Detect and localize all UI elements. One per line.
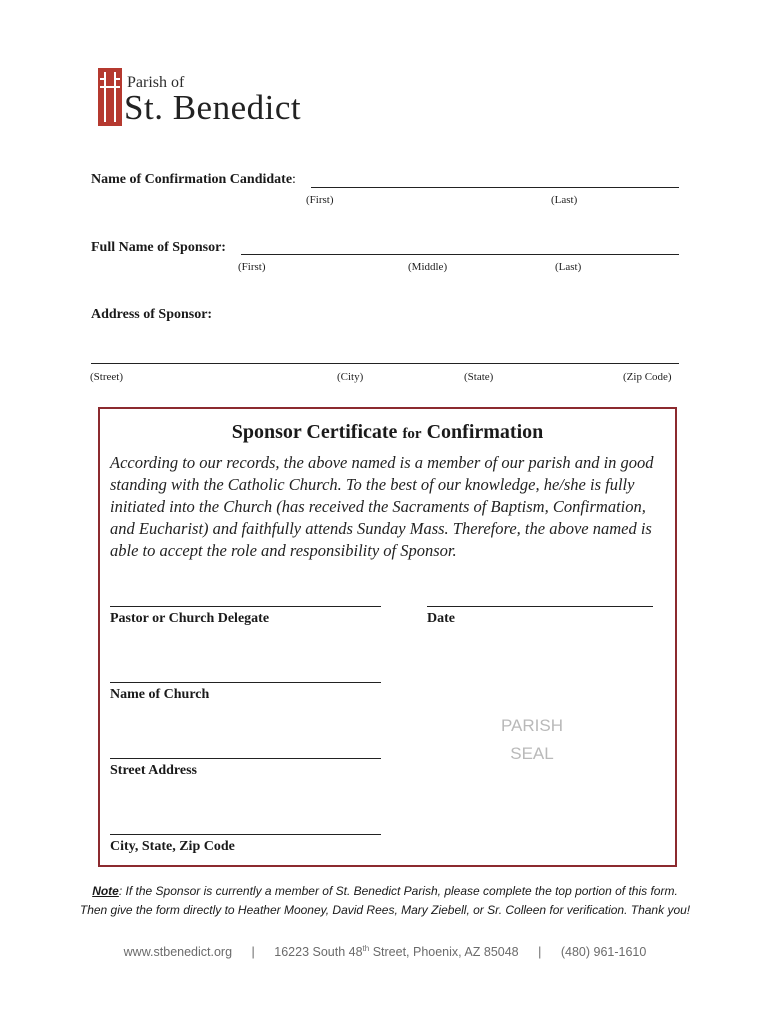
- footer-phone[interactable]: (480) 961-1610: [560, 945, 647, 960]
- address-zip-caption: (Zip Code): [623, 371, 672, 383]
- footer-address-end: Street, Phoenix, AZ 85048: [369, 945, 519, 960]
- parish-seal-placeholder: [482, 712, 582, 768]
- address-label: Address of Sponsor:: [91, 307, 213, 322]
- certificate-title-part1: Sponsor Certificate: [231, 421, 398, 443]
- sponsor-name-line[interactable]: [241, 254, 679, 255]
- logo-small-text: Parish of: [127, 74, 185, 91]
- seal-line-1: PARISH: [500, 716, 564, 735]
- footer-website[interactable]: www.stbenedict.org: [123, 945, 233, 960]
- certificate-title: [100, 421, 675, 444]
- candidate-label-text: Name of Confirmation Candidate: [91, 172, 293, 187]
- date-line[interactable]: [427, 606, 653, 607]
- date-label: Date: [427, 611, 455, 626]
- candidate-first-caption: (First): [306, 194, 334, 206]
- church-name-line[interactable]: [110, 682, 381, 683]
- footer-separator-1: |: [251, 945, 255, 960]
- street-address-label: Street Address: [110, 763, 197, 778]
- pastor-label: Pastor or Church Delegate: [110, 611, 270, 626]
- address-line[interactable]: [91, 363, 679, 364]
- street-address-line[interactable]: [110, 758, 381, 759]
- footer-address-sup: th: [362, 944, 370, 953]
- note-line-2: Then give the form directly to Heather Mooney, David Rees, Mary Ziebell, or Sr. Colleen for verification. Thank you!: [79, 903, 691, 917]
- sponsor-first-caption: (First): [238, 261, 266, 273]
- candidate-label: [91, 172, 296, 188]
- parish-cross-logo-icon: [98, 68, 122, 126]
- church-name-label: Name of Church: [110, 687, 210, 702]
- logo-title: St. Benedict: [124, 88, 302, 127]
- candidate-label-colon: :: [292, 172, 296, 187]
- certificate-title-part2: Confirmation: [426, 421, 544, 443]
- city-state-zip-line[interactable]: [110, 834, 381, 835]
- address-street-caption: (Street): [90, 371, 123, 383]
- sponsor-middle-caption: (Middle): [408, 261, 448, 273]
- city-state-zip-label: City, State, Zip Code: [110, 839, 235, 854]
- pastor-signature-line[interactable]: [110, 606, 381, 607]
- certificate-statement: According to our records, the above named is a member of our parish and in good standing with the Catholic Church. To the best of our knowledge, he/she is fully initiated into the Church (has received the Sacraments of Baptism, Confirmation, and Eucharist) and faithfully attends Sunday Mass. Therefore, the above named is able to accept the role and responsibility of Sponsor.: [110, 453, 654, 560]
- footer: [0, 944, 770, 959]
- address-city-caption: (City): [337, 371, 364, 383]
- sponsor-last-caption: (Last): [555, 261, 582, 273]
- note-label: Note: [92, 884, 119, 898]
- certificate-title-for: for: [402, 426, 422, 442]
- note-line-1: [60, 884, 710, 898]
- footer-address-start: 16223 South 48: [274, 945, 363, 960]
- candidate-last-caption: (Last): [551, 194, 578, 206]
- note-line-1-text: : If the Sponsor is currently a member of St. Benedict Parish, please complete the top portion of this form.: [118, 884, 678, 898]
- sponsor-label: Full Name of Sponsor:: [91, 240, 226, 255]
- footer-separator-2: |: [538, 945, 542, 960]
- certificate-box: [98, 407, 677, 867]
- footer-address: [274, 945, 518, 959]
- candidate-name-line[interactable]: [311, 187, 679, 188]
- seal-line-2: SEAL: [510, 744, 554, 763]
- address-state-caption: (State): [464, 371, 494, 383]
